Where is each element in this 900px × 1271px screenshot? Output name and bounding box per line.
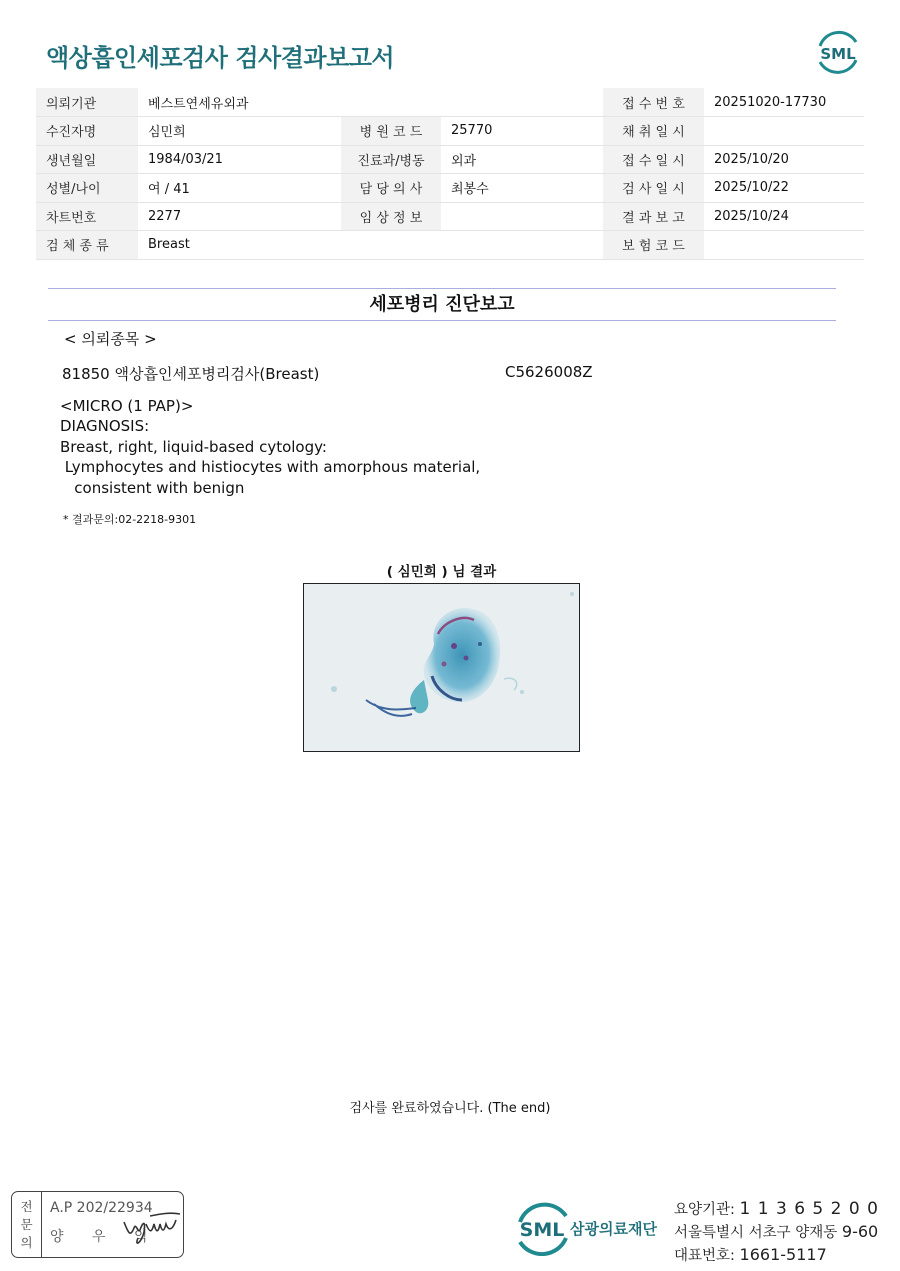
stamp-name: 양 우 익: [50, 1229, 160, 1245]
info-label: 생년월일: [36, 145, 138, 174]
stamp-side-label: [12, 1192, 42, 1257]
institution-code: 1 1 3 6 5 2 0 0: [739, 1199, 879, 1219]
info-label: 병 원 코 드: [341, 117, 441, 146]
section-title: 세포병리 진단보고: [369, 294, 515, 315]
info-label: 성별/나이: [36, 174, 138, 203]
info-value: 심민희: [138, 117, 341, 146]
diagnosis-line: DIAGNOSIS:: [60, 417, 150, 436]
contact-note: * 결과문의:02-2218-9301: [63, 513, 197, 526]
signature-icon: [120, 1208, 184, 1252]
info-value: [441, 202, 603, 231]
image-caption: ( 심민희 ) 님 결과: [386, 564, 497, 580]
info-label: 담 당 의 사: [341, 174, 441, 203]
section-rule-bottom: [48, 320, 836, 321]
diagnosis-line: Lymphocytes and histiocytes with amorphous material,: [60, 458, 481, 477]
info-label: 보 험 코 드: [603, 231, 704, 260]
info-label: 검 체 종 류: [36, 231, 138, 260]
info-label: [341, 231, 441, 260]
info-value: [704, 117, 864, 146]
svg-text:SML: SML: [820, 45, 856, 63]
info-label: 진료과/병동: [341, 145, 441, 174]
info-label: 임 상 정 보: [341, 202, 441, 231]
info-value: 25770: [441, 117, 603, 146]
info-label: [341, 88, 441, 117]
info-row: [36, 117, 864, 146]
info-value: 2025/10/24: [704, 202, 864, 231]
cytology-image: [303, 583, 580, 752]
request-item: 81850 액상흡인세포병리검사(Breast): [62, 365, 320, 383]
address-prefix: 서울특별시 서초구 양재동: [674, 1225, 838, 1241]
phone-number: 1661-5117: [739, 1245, 827, 1264]
info-label: 차트번호: [36, 202, 138, 231]
diagnosis-line: <MICRO (1 PAP)>: [60, 397, 194, 415]
info-value: Breast: [138, 231, 341, 260]
info-label: 채 취 일 시: [603, 117, 704, 146]
info-row: [36, 88, 864, 117]
report-title: 액상흡인세포검사 검사결과보고서: [46, 44, 395, 72]
info-value: 1984/03/21: [138, 145, 341, 174]
info-label: 접 수 번 호: [603, 88, 704, 117]
address-number: 9-60: [841, 1222, 879, 1241]
organization-name: 삼광의료재단: [570, 1220, 657, 1238]
info-value: 2277: [138, 202, 341, 231]
institution-code-label: 요양기관:: [674, 1202, 735, 1218]
info-label: 검 사 일 시: [603, 174, 704, 203]
footer-info: [674, 1198, 879, 1267]
info-value: 여 / 41: [138, 174, 341, 203]
diagnosis-text: [60, 396, 480, 498]
info-value: 20251020-17730: [704, 88, 864, 117]
info-value: 2025/10/20: [704, 145, 864, 174]
stamp-ap-number: A.P 202/22934: [50, 1200, 153, 1216]
stamp-side-char: 전: [20, 1198, 33, 1214]
info-row: [36, 174, 864, 203]
patient-info-table: [36, 88, 864, 260]
phone-label: 대표번호:: [674, 1248, 735, 1264]
info-row: [36, 202, 864, 231]
sml-footer-logo-icon: [510, 1200, 574, 1256]
info-value: [704, 231, 864, 260]
sml-logo-icon: [812, 28, 864, 76]
request-code: C5626008Z: [505, 363, 593, 381]
diagnosis-line: consistent with benign: [60, 478, 245, 497]
info-row: [36, 145, 864, 174]
request-label: < 의뢰종목 >: [64, 330, 157, 348]
info-label: 결 과 보 고: [603, 202, 704, 231]
info-value: 외과: [441, 145, 603, 174]
svg-text:SML: SML: [519, 1219, 565, 1241]
info-label: 의뢰기관: [36, 88, 138, 117]
info-label: 접 수 일 시: [603, 145, 704, 174]
info-value: 2025/10/22: [704, 174, 864, 203]
info-label: 수진자명: [36, 117, 138, 146]
stamp-side-char: 의: [20, 1234, 33, 1250]
diagnosis-line: Breast, right, liquid-based cytology:: [60, 437, 327, 456]
info-value: 베스트연세유외과: [138, 88, 341, 117]
end-text: 검사를 완료하였습니다. (The end): [349, 1101, 551, 1116]
info-value: 최봉수: [441, 174, 603, 203]
section-rule-top: [48, 288, 836, 289]
info-value: [441, 88, 603, 117]
info-row: [36, 231, 864, 260]
stamp-side-char: 문: [20, 1216, 33, 1232]
info-value: [441, 231, 603, 260]
pathologist-stamp: [11, 1191, 184, 1258]
